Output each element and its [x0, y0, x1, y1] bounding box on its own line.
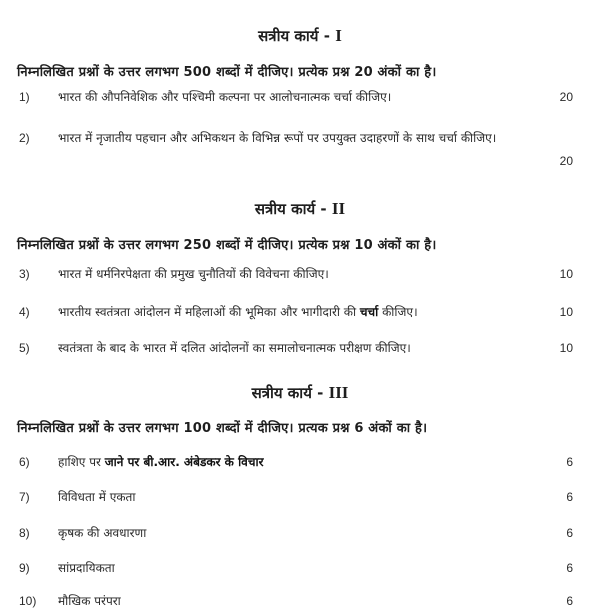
question-number: 8) — [19, 526, 30, 540]
section-title-prefix: सत्रीय कार्य - — [254, 200, 332, 218]
question-marks: 6 — [566, 490, 573, 504]
question-marks: 20 — [559, 154, 573, 168]
question-marks: 6 — [566, 594, 573, 608]
question-text: कृषक की अवधारणा — [58, 526, 147, 540]
question-text: मौखिक परंपरा — [58, 594, 121, 608]
section-title-prefix: सत्रीय कार्य - — [251, 384, 329, 402]
question-text-part: भारतीय स्वतंत्रता आंदोलन में महिलाओं की भूमिका और भागीदारी की — [58, 305, 360, 319]
question-number: 5) — [19, 341, 30, 355]
section-title-prefix: सत्रीय कार्य - — [258, 27, 336, 45]
question-marks: 6 — [566, 561, 573, 575]
section-roman-numeral: III — [328, 383, 349, 402]
section-1-instruction: निम्नलिखित प्रश्नों के उत्तर लगभग 500 शब्दों में दीजिए। प्रत्येक प्रश्न 20 अंकों का है। — [17, 65, 437, 80]
question-text: भारत में नृजातीय पहचान और अभिकथन के विभिन्न रूपों पर उपयुक्त उदाहरणों के साथ चर्चा कीजिए। — [58, 131, 497, 145]
question-text: सांप्रदायिकता — [58, 561, 115, 575]
section-title-3 — [0, 383, 600, 403]
question-text: भारत में धर्मनिरपेक्षता की प्रमुख चुनौतियों की विवेचना कीजिए। — [58, 267, 329, 281]
question-number: 3) — [19, 267, 30, 281]
section-title-2 — [0, 199, 600, 219]
section-2-instruction: निम्नलिखित प्रश्नों के उत्तर लगभग 250 शब्दों में दीजिए। प्रत्येक प्रश्न 10 अंकों का है। — [17, 238, 437, 253]
question-text — [58, 450, 528, 474]
question-text: विविधता में एकता — [58, 490, 136, 504]
question-marks: 20 — [559, 90, 573, 104]
section-roman-numeral: II — [331, 199, 346, 218]
question-number: 1) — [19, 90, 30, 104]
question-number: 2) — [19, 131, 30, 145]
question-number: 10) — [19, 594, 37, 608]
section-title-1 — [0, 26, 600, 46]
question-marks: 6 — [566, 526, 573, 540]
question-text-bold: जाने पर बी.आर. अंबेडकर के विचार — [104, 455, 264, 469]
question-marks: 6 — [566, 455, 573, 469]
question-marks: 10 — [559, 267, 573, 281]
question-number: 4) — [19, 305, 30, 319]
question-text-part: कीजिए। — [378, 305, 418, 319]
question-marks: 10 — [559, 305, 573, 319]
question-number: 7) — [19, 490, 30, 504]
question-text: भारत की औपनिवेशिक और पश्चिमी कल्पना पर आलोचनात्मक चर्चा कीजिए। — [58, 90, 392, 104]
question-text: स्वतंत्रता के बाद के भारत में दलित आंदोलनों का समालोचनात्मक परीक्षण कीजिए। — [58, 341, 411, 355]
question-text-bold: चर्चा — [359, 305, 379, 319]
question-number: 6) — [19, 455, 30, 469]
section-3-instruction: निम्नलिखित प्रश्नों के उत्तर लगभग 100 शब्दों में दीजिए। प्रत्यक प्रश्न 6 अंकों का है। — [17, 421, 428, 436]
section-roman-numeral: I — [335, 26, 342, 45]
question-marks: 10 — [559, 341, 573, 355]
question-number: 9) — [19, 561, 30, 575]
question-text — [58, 300, 528, 324]
question-text-part: हाशिए पर — [58, 455, 105, 469]
